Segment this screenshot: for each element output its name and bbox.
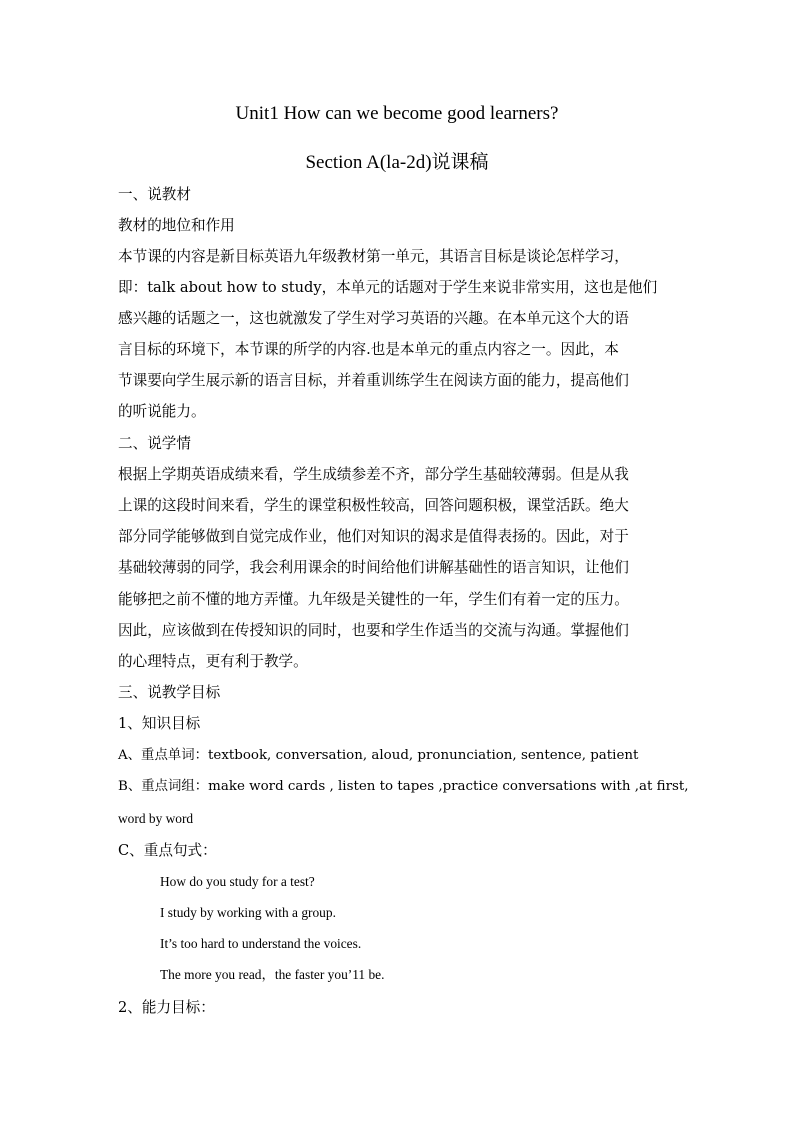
key-sentence: The more you read，the faster you’11 be. (160, 967, 385, 982)
paragraph-line: 基础较薄弱的同学，我会利用课余的时间给他们讲解基础性的语言知识，让他们 (118, 559, 629, 576)
paragraph-line: 节课要向学生展示新的语言目标，并着重训练学生在阅读方面的能力，提高他们 (118, 372, 629, 389)
document-subtitle: Section A(la-2d)说课稿 (305, 152, 489, 173)
key-sentence: I study by working with a group. (160, 905, 336, 920)
paragraph-line: 的听说能力。 (118, 403, 206, 420)
paragraph-line: 因此，应该做到在传授知识的同时，也要和学生作适当的交流与沟通。掌握他们 (118, 622, 629, 639)
paragraph-line: 能够把之前不懂的地方弄懂。九年级是关键性的一年，学生们有着一定的压力。 (118, 591, 629, 608)
paragraph-line: 上课的这段时间来看，学生的课堂积极性较高，回答问题积极，课堂活跃。绝大 (118, 497, 629, 514)
paragraph-line: 言目标的环境下，本节课的所学的内容.也是本单元的重点内容之一。因此，本 (118, 341, 619, 358)
key-sentence: It’s too hard to understand the voices. (160, 936, 362, 951)
section-heading: 三、说教学目标 (118, 684, 221, 701)
paragraph-line: 部分同学能够做到自觉完成作业，他们对知识的渴求是值得表扬的。因此，对于 (118, 528, 629, 545)
section-heading: 一、说教材 (118, 186, 191, 203)
key-sentence: How do you study for a test? (160, 874, 315, 889)
goal-heading: 2、能力目标： (118, 999, 215, 1016)
key-phrases-continued: word by word (118, 811, 194, 826)
paragraph-line: 即：talk about how to study，本单元的话题对于学生来说非常实用，这也是他们 (118, 279, 658, 296)
paragraph-line: 的心理特点，更有利于教学。 (118, 653, 308, 670)
paragraph-line: 根据上学期英语成绩来看，学生成绩参差不齐，部分学生基础较薄弱。但是从我 (118, 466, 629, 483)
key-sentences-heading: C、重点句式： (118, 842, 217, 859)
paragraph-line: 本节课的内容是新目标英语九年级教材第一单元，其语言目标是谈论怎样学习， (118, 248, 629, 265)
section-subheading: 教材的地位和作用 (118, 217, 235, 234)
goal-heading: 1、知识目标 (118, 715, 201, 732)
paragraph-line: 感兴趣的话题之一，这也就激发了学生对学习英语的兴趣。在本单元这个大的语 (118, 310, 629, 327)
section-heading: 二、说学情 (118, 435, 191, 452)
document-title: Unit1 How can we become good learners? (235, 103, 559, 124)
key-vocabulary: A、重点单词：textbook, conversation, aloud, pronunciation, sentence, patient (118, 748, 639, 763)
key-phrases: B、重点词组：make word cards , listen to tapes ,practice conversations with ,at first, (118, 779, 689, 794)
